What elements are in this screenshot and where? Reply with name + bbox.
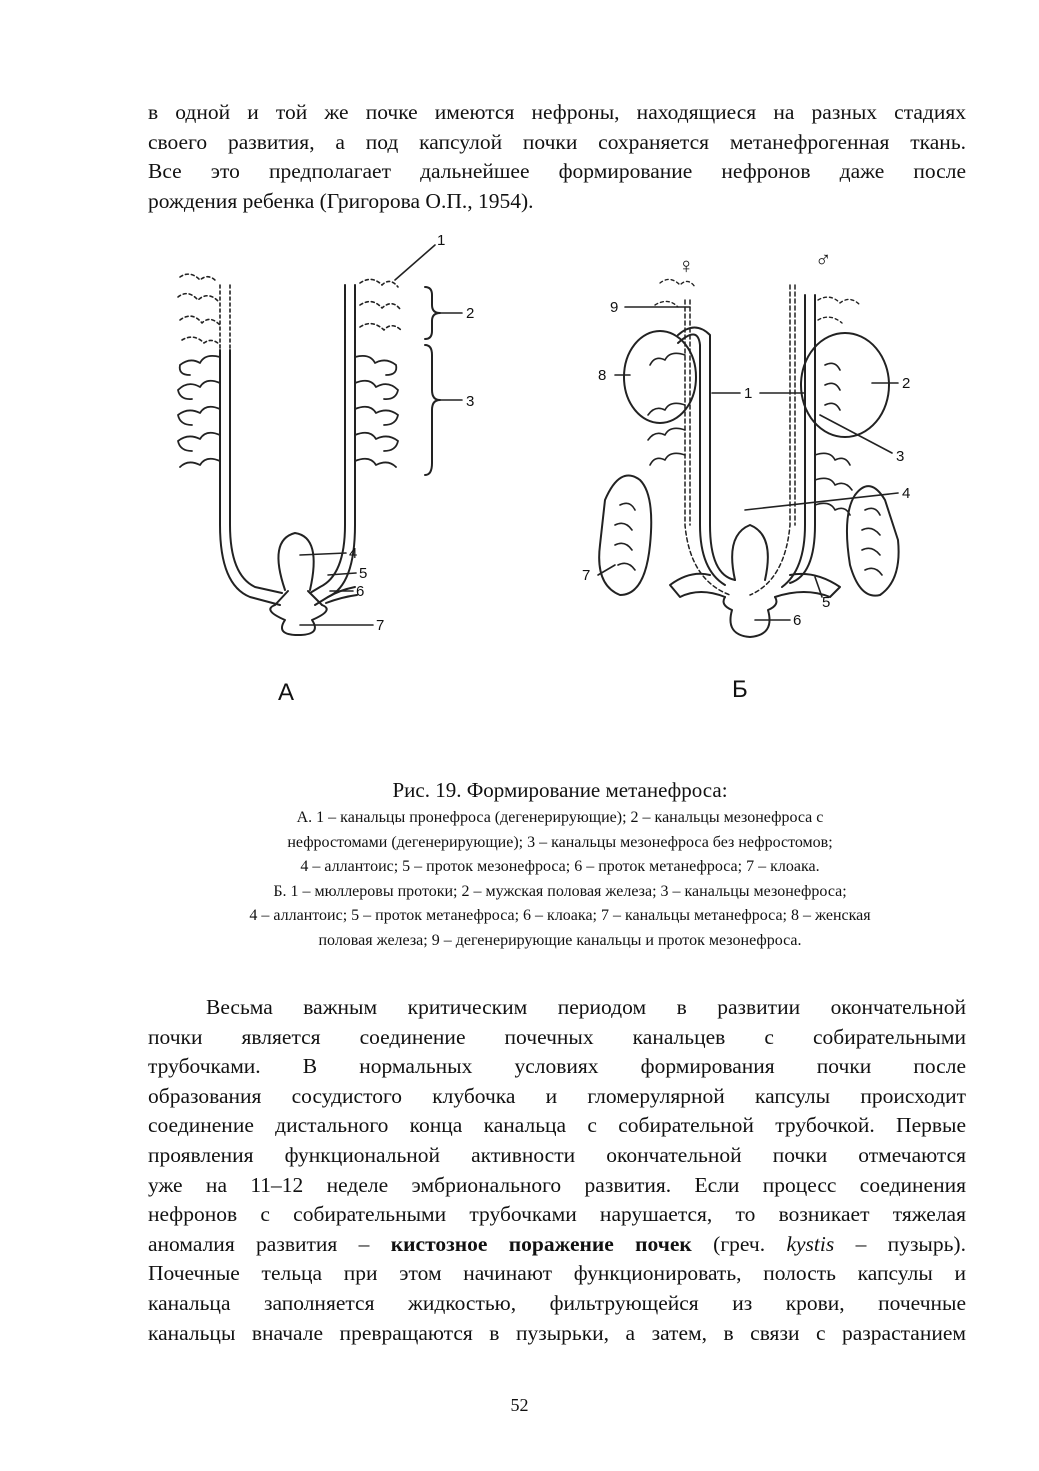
text-line: образования сосудистого клубочка и гломерулярной капсулы происходит xyxy=(148,1083,966,1108)
panel-b-label: Б xyxy=(732,676,748,703)
label-a-5: 5 xyxy=(359,565,368,582)
figure-caption-body xyxy=(120,806,1000,953)
caption-line: нефростомами (дегенерирующие); 3 – канальцы мезонефроса без нефростомов; xyxy=(287,833,833,851)
metanephros-figure xyxy=(150,225,970,745)
bottom-paragraph xyxy=(148,993,966,1348)
text-line: Почечные тельца при этом начинают функционировать, полость капсулы и xyxy=(148,1261,966,1286)
text-line: Весьма важным критическим периодом в развитии окончательной xyxy=(206,995,966,1019)
text-line: нефронов с собирательными трубочками нарушается, то возникает тяжелая xyxy=(148,1202,966,1227)
text-line xyxy=(148,1230,966,1260)
male-symbol: ♂ xyxy=(815,247,832,272)
top-paragraph xyxy=(148,98,966,216)
caption-line: половая железа; 9 – дегенерирующие канальцы и проток мезонефроса. xyxy=(318,931,802,949)
text-line: своего развития, а под капсулой почки сохраняется метанефрогенная ткань. xyxy=(148,129,966,154)
text-run: аномалия развития – xyxy=(148,1231,391,1256)
text-line: проявления функциональной активности окончательной почки отмечаются xyxy=(148,1142,966,1167)
label-b-4: 4 xyxy=(902,485,911,502)
bold-term: кистозное поражение почек xyxy=(390,1231,692,1256)
label-a-1: 1 xyxy=(437,232,446,249)
label-b-6: 6 xyxy=(793,612,802,629)
label-a-6: 6 xyxy=(356,583,365,600)
label-a-3: 3 xyxy=(466,393,475,410)
label-b-3: 3 xyxy=(896,448,905,465)
label-b-8: 8 xyxy=(598,367,607,384)
caption-line: 4 – аллантоис; 5 – проток мезонефроса; 6 – проток метанефроса; 7 – клоака. xyxy=(300,858,820,875)
label-b-7: 7 xyxy=(582,567,591,584)
text-line: канальцы вначале превращаются в пузырьки, а затем, в связи с разрастанием xyxy=(148,1320,966,1345)
page-number: 52 xyxy=(510,1395,529,1415)
text-run: – пузырь). xyxy=(834,1231,966,1256)
label-a-7: 7 xyxy=(376,617,385,634)
panel-b-diagram xyxy=(598,279,899,637)
text-line: трубочками. В нормальных условиях формирования почки после xyxy=(148,1054,966,1079)
text-line: соединение дистального конца канальца с собирательной трубочкой. Первые xyxy=(148,1113,966,1138)
text-run: (греч. xyxy=(691,1231,787,1256)
label-b-5: 5 xyxy=(822,594,831,611)
label-b-2: 2 xyxy=(902,375,911,392)
panel-a-label: А xyxy=(278,679,295,706)
label-a-2: 2 xyxy=(466,305,475,322)
caption-line: Б. 1 – мюллеровы протоки; 2 – мужская половая железа; 3 – канальцы мезонефроса; xyxy=(273,882,847,900)
caption-line: А. 1 – канальцы пронефроса (дегенерирующие); 2 – канальцы мезонефроса с xyxy=(296,809,824,826)
caption-line: 4 – аллантоис; 5 – проток метанефроса; 6 – клоака; 7 – канальцы метанефроса; 8 – женская xyxy=(249,907,871,924)
label-b-9: 9 xyxy=(610,299,619,316)
italic-term: kystis xyxy=(786,1231,835,1256)
label-b-1: 1 xyxy=(744,385,753,402)
female-symbol: ♀ xyxy=(678,253,695,278)
panel-a-diagram xyxy=(178,245,462,635)
text-line: канальца заполняется жидкостью, фильтрующейся из крови, почечные xyxy=(148,1290,966,1315)
text-line: почки является соединение почечных канальцев с собирательными xyxy=(148,1024,966,1049)
text-line: уже на 11–12 неделе эмбрионального развития. Если процесс соединения xyxy=(148,1172,966,1197)
label-a-4: 4 xyxy=(349,545,358,562)
text-line: рождения ребенка (Григорова О.П., 1954). xyxy=(148,188,534,213)
text-line: Все это предполагает дальнейшее формирование нефронов даже после xyxy=(148,159,966,184)
figure-caption-title: Рис. 19. Формирование метанефроса: xyxy=(392,778,728,802)
text-line: в одной и той же почке имеются нефроны, находящиеся на разных стадиях xyxy=(148,100,966,124)
